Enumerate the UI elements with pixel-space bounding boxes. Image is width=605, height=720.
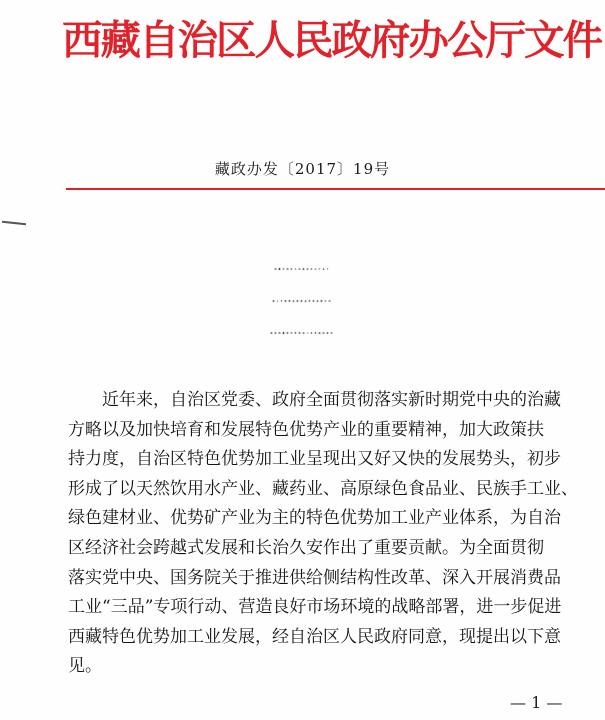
body-line: 近年来，自治区党委、政府全面贯彻落实新时期党中央的治藏 (102, 390, 561, 410)
body-line: 形成了以天然饮用水产业、藏药业、高原绿色食品业、民族手工业、 (68, 478, 578, 499)
title-line: 促进西藏特色优势加工业发展的意见 (270, 333, 335, 335)
page-number: — 1 — (510, 693, 563, 712)
title-line: 深入开展增品种提品质创品牌行动 (272, 301, 333, 303)
body-paragraph (68, 386, 588, 682)
body-line: 西藏特色优势加工业发展，经自治区人民政府同意，现提出以下意 (68, 626, 561, 647)
body-line: 落实党中央、国务院关于推进供给侧结构性改革、深入开展消费品 (68, 567, 561, 588)
body-line: 工业“三品”专项行动、营造良好市场环境的战略部署，进一步促进 (68, 597, 562, 618)
body-line: 区经济社会跨越式发展和长治久安作出了重要贡献。为全面贯彻 (68, 537, 544, 558)
title-line: 西藏自治区人民政府办公厅关于 (274, 269, 331, 271)
body-line: 持力度，自治区特色优势加工业呈现出又好又快的发展势头，初步 (68, 449, 561, 470)
red-divider-line (66, 188, 605, 190)
body-line: 绿色建材业、优势矿产业为主的特色优势加工业产业体系，为自治 (68, 508, 561, 529)
document-header-title: 西藏自治区人民政府办公厅文件 (62, 16, 601, 64)
document-number: 藏政办发〔2017〕19号 (214, 160, 391, 178)
document-title (0, 254, 605, 350)
scan-artifact (2, 221, 26, 225)
body-line: 见。 (68, 656, 102, 677)
body-line: 方略以及加快培育和发展特色优势产业的重要精神，加大政策扶 (68, 419, 544, 440)
